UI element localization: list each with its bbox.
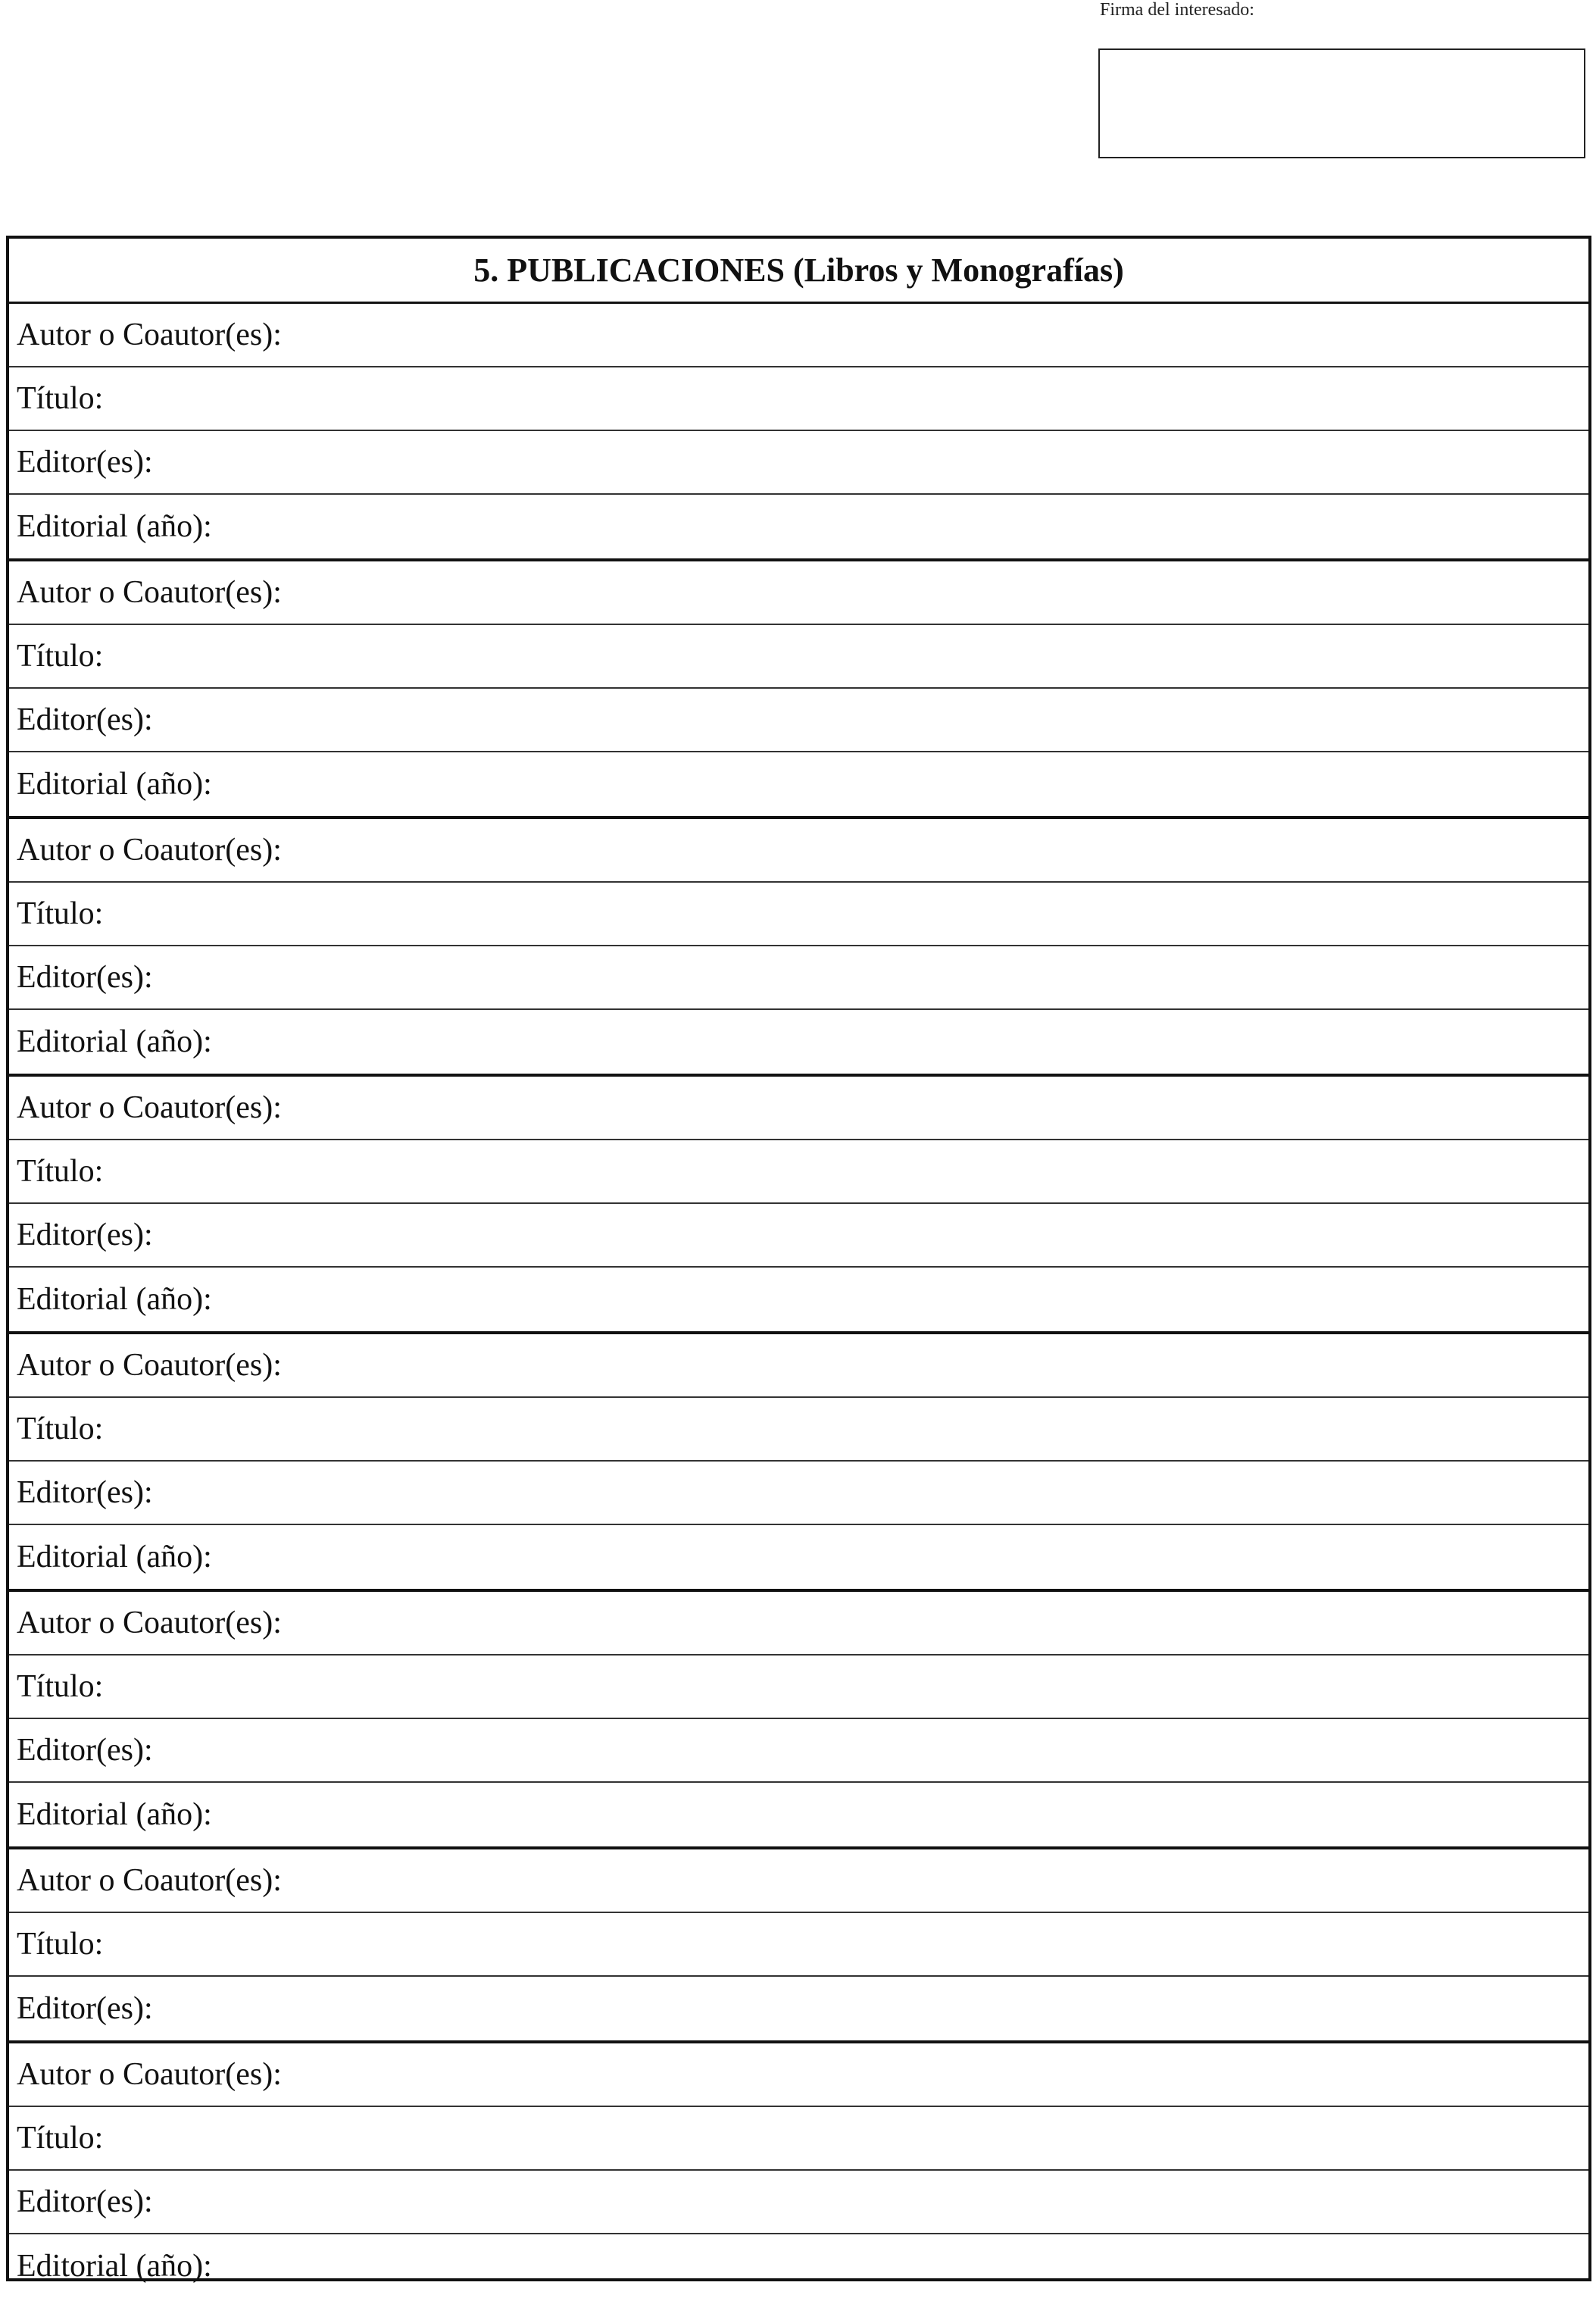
section-title: 5. PUBLICACIONES (Libros y Monografías) [9,239,1588,304]
field-editors[interactable]: Editor(es): [17,1991,153,2026]
field-editors[interactable]: Editor(es): [9,1719,1588,1783]
field-author[interactable]: Autor o Coautor(es): [9,2043,1588,2107]
field-author[interactable]: Autor o Coautor(es): [9,819,1588,883]
field-title[interactable]: Título: [9,1655,1588,1719]
field-editors[interactable]: Editor(es): [9,431,1588,495]
publication-record [9,2043,1588,2298]
publications-table [6,236,1591,2284]
publication-record [9,819,1588,1077]
field-author[interactable]: Autor o Coautor(es): [9,561,1588,625]
signature-box[interactable] [1098,48,1585,158]
publication-record [9,304,1588,561]
field-title[interactable]: Título: [9,1913,1588,1977]
publication-record [9,561,1588,819]
publication-record [9,1077,1588,1334]
field-editors[interactable]: Editor(es): [9,2171,1588,2234]
field-publisher[interactable]: Editorial (año): [17,1282,212,1317]
field-author[interactable]: Autor o Coautor(es): [9,1849,1588,1913]
publication-record [9,1592,1588,1849]
field-author[interactable]: Autor o Coautor(es): [9,1334,1588,1398]
field-publisher[interactable]: Editorial (año): [17,1540,212,1574]
field-publisher[interactable]: Editorial (año): [17,1024,212,1059]
field-author[interactable]: Autor o Coautor(es): [9,1077,1588,1140]
field-editors[interactable]: Editor(es): [9,1462,1588,1525]
field-title[interactable]: Título: [9,367,1588,431]
field-editors[interactable]: Editor(es): [9,689,1588,752]
signature-label: Firma del interesado: [1100,0,1254,20]
field-title[interactable]: Título: [9,1140,1588,1204]
field-publisher[interactable]: Editorial (año): [17,1797,212,1832]
field-author[interactable]: Autor o Coautor(es): [9,304,1588,367]
field-editors[interactable]: Editor(es): [9,946,1588,1010]
publication-record [9,1334,1588,1592]
field-title[interactable]: Título: [9,883,1588,946]
field-editors[interactable]: Editor(es): [9,1204,1588,1268]
field-title[interactable]: Título: [9,1398,1588,1462]
field-title[interactable]: Título: [9,2107,1588,2171]
field-publisher[interactable]: Editorial (año): [17,509,212,544]
field-title[interactable]: Título: [9,625,1588,689]
field-publisher[interactable]: Editorial (año): [17,767,212,802]
field-author[interactable]: Autor o Coautor(es): [9,1592,1588,1655]
publication-record [9,1849,1588,2043]
field-publisher[interactable]: Editorial (año): [17,2249,212,2284]
records-container [9,304,1588,2298]
